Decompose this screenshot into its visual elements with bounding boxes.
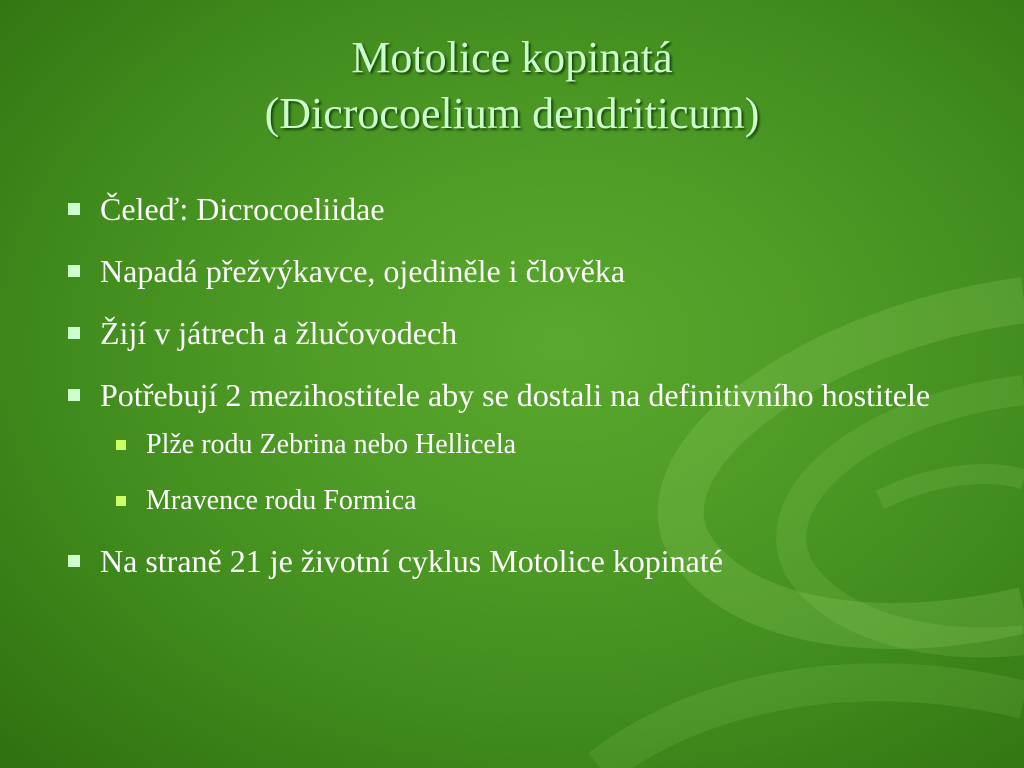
square-sub-bullet-icon [116, 440, 126, 450]
bullet-text: Napadá přežvýkavce, ojediněle i člověka [100, 253, 626, 289]
bullet-item [62, 376, 962, 518]
bullet-list [62, 190, 962, 604]
square-bullet-icon [68, 203, 80, 215]
bullet-item [62, 190, 962, 228]
square-bullet-icon [68, 389, 80, 401]
bullet-text: Potřebují 2 mezihostitele aby se dostali na definitivního hostitele [100, 377, 931, 413]
square-bullet-icon [68, 327, 80, 339]
bullet-item [62, 314, 962, 352]
sub-bullet-text: Plže rodu Zebrina nebo Hellicela [146, 429, 517, 460]
bullet-text: Na straně 21 je životní cyklus Motolice kopinaté [100, 543, 723, 579]
sub-bullet-text: Mravence rodu Formica [146, 485, 417, 516]
slide-title-line1: Motolice kopinatá [351, 33, 673, 82]
square-sub-bullet-icon [116, 496, 126, 506]
bullet-item [62, 542, 962, 580]
sub-bullet-item [108, 428, 962, 462]
square-bullet-icon [68, 265, 80, 277]
sub-bullet-item [108, 484, 962, 518]
slide-title-line2: (Dicrocoelium dendriticum) [264, 89, 760, 138]
square-bullet-icon [68, 555, 80, 567]
sub-bullet-list [108, 428, 962, 518]
bullet-text: Čeleď: Dicrocoeliidae [100, 191, 385, 227]
bullet-item [62, 252, 962, 290]
slide-title [0, 30, 1024, 142]
bullet-text: Žijí v játrech a žlučovodech [100, 315, 458, 351]
